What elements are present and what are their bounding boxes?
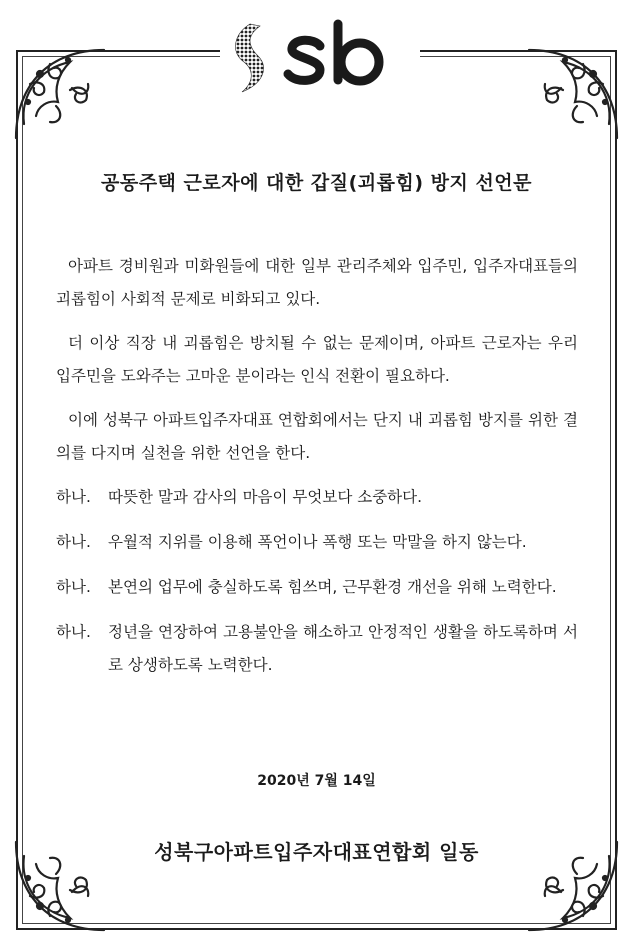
pledge-item [56, 616, 578, 682]
page-title: 공동주택 근로자에 대한 갑질(괴롭힘) 방지 선언문 [100, 172, 533, 194]
pledge-text: 본연의 업무에 충실하도록 힘쓰며, 근무환경 개선을 위해 노력한다. [108, 578, 557, 596]
declaration-body [56, 250, 578, 694]
pledge-marker: 하나. [56, 578, 91, 596]
pledge-text: 따뜻한 말과 감사의 마음이 무엇보다 소중하다. [108, 488, 423, 506]
pledge-marker: 하나. [56, 623, 91, 641]
signature: 성북구아파트입주자대표연합회 일동 [154, 840, 479, 864]
pledge-marker: 하나. [56, 533, 91, 551]
sb-logo [220, 18, 420, 98]
pledge-item [56, 481, 578, 514]
pledge-item [56, 526, 578, 559]
intro-paragraph: 아파트 경비원과 미화원들에 대한 일부 관리주체와 입주민, 입주자대표들의 괴롭힘이 사회적 문제로 비화되고 있다. [56, 257, 578, 308]
pledge-marker: 하나. [56, 488, 91, 506]
ornament-corner-top-right [523, 44, 623, 144]
pledge-item [56, 571, 578, 604]
intro-paragraph: 이에 성북구 아파트입주자대표 연합회에서는 단지 내 괴롭힘 방지를 위한 결의를 다지며 실천을 위한 선언을 한다. [56, 411, 578, 462]
declaration-date: 2020년 7월 14일 [257, 773, 376, 789]
intro-paragraph: 더 이상 직장 내 괴롭힘은 방치될 수 없는 문제이며, 아파트 근로자는 우리 입주민을 도와주는 고마운 분이라는 인식 전환이 필요하다. [56, 334, 578, 385]
ornament-corner-top-left [10, 44, 110, 144]
pledge-text: 우월적 지위를 이용해 폭언이나 폭행 또는 막말을 하지 않는다. [108, 533, 527, 551]
pledge-text: 정년을 연장하여 고용불안을 해소하고 안정적인 생활을 하도록하며 서로 상생하도록 노력한다. [108, 623, 578, 674]
